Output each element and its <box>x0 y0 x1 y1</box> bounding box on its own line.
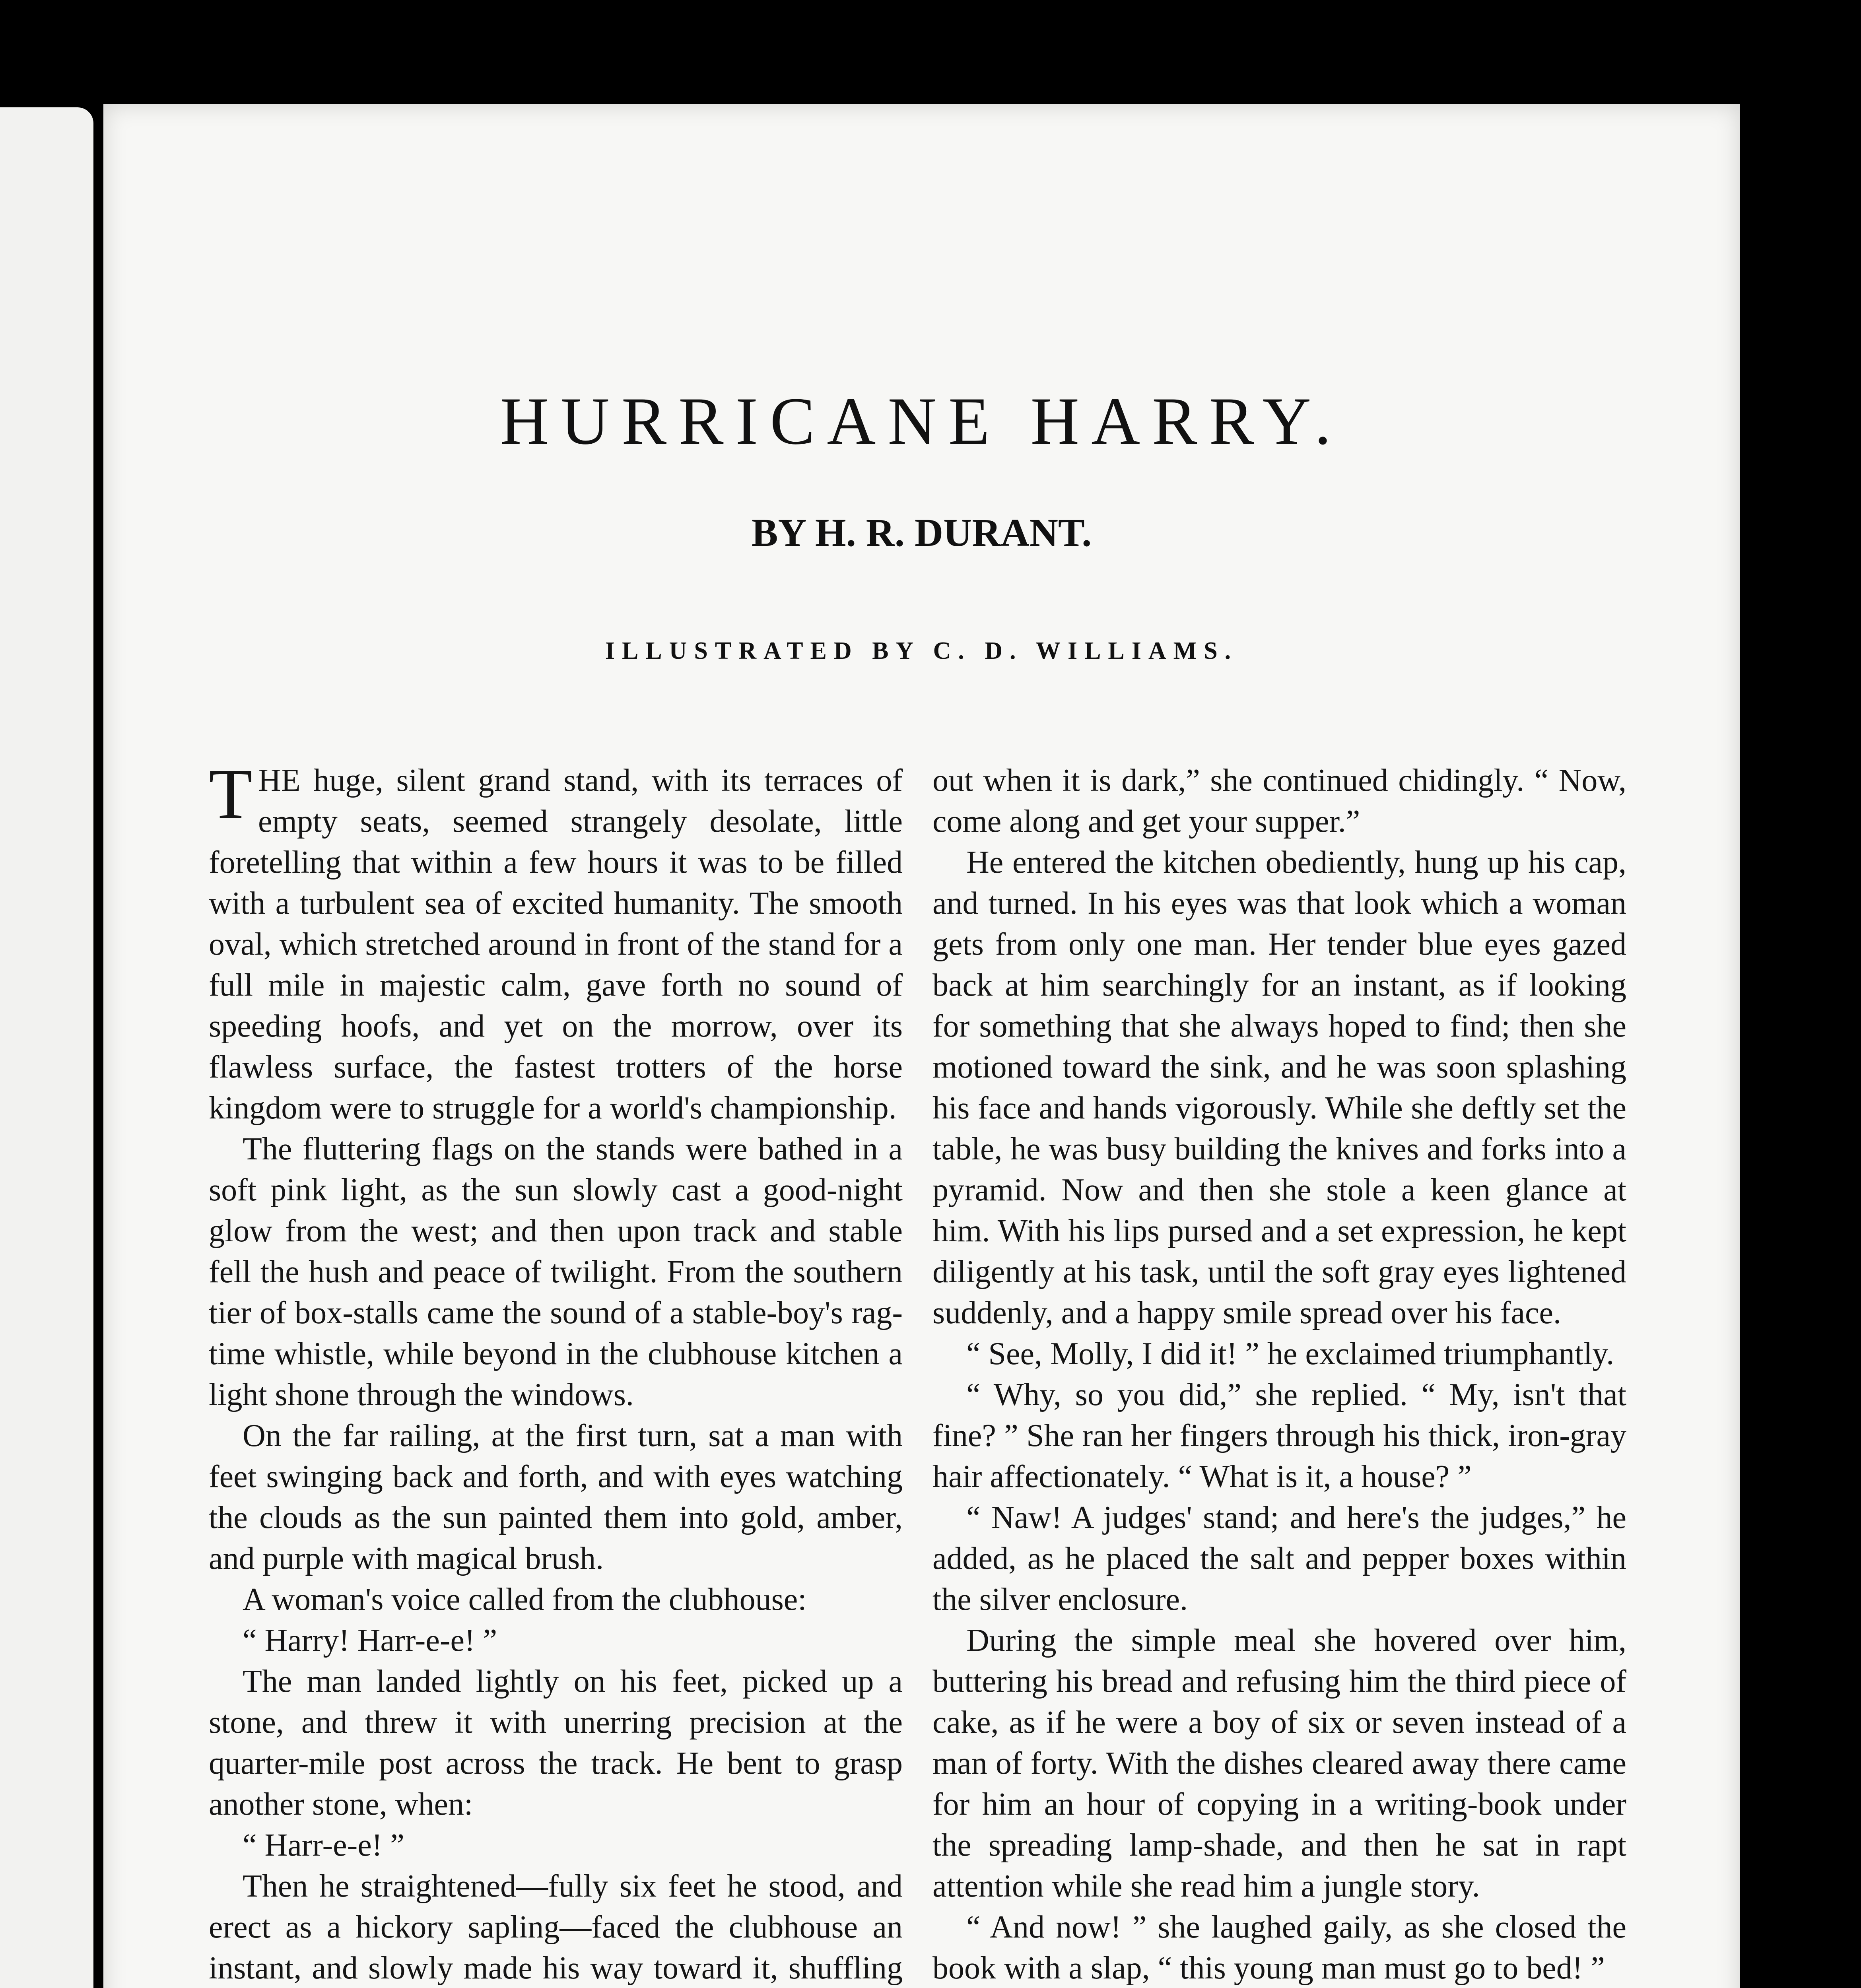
paragraph: The fluttering flags on the stands were bathed in a soft pink light, as the sun slowly cast a good-night glow from the west; and then upon track and stable fell the hush and peace of twilight. From the southern tier of box-stalls came the sound of a stable-boy's rag-time whistle, while beyond in the clubhouse kitchen a light shone through the windows. <box>209 1132 903 1412</box>
paragraph: THE huge, silent grand stand, with its terraces of empty seats, seemed strangely desolate, little foretelling that within a few hours it was to be filled with a turbulent sea of excited humanity. The smooth oval, which stretched around in front of the stand for a full mile in majestic calm, gave forth no sound of speeding hoofs, and yet on the morrow, over its flawless surface, the fastest trotters of the horse kingdom were to struggle for a world's championship. <box>209 754 903 1126</box>
paragraph: “ Harry! Harr-e-e! ” <box>243 1623 497 1658</box>
left-column <box>209 754 903 1988</box>
paragraph: On the far railing, at the first turn, sat a man with feet swinging back and forth, and with eyes watching the clouds as the sun painted them into gold, amber, and purple with magical brush. <box>209 1418 903 1576</box>
paragraph: Then he straightened—fully six feet he stood, and erect as a hickory sapling—faced the clubhouse an instant, and slowly made his way toward it, shuffling <box>209 1869 903 1986</box>
drop-cap: T <box>209 754 253 833</box>
article-title: HURRICANE HARRY. <box>500 384 1343 458</box>
paragraph: “ Naw! A judges' stand; and here's the judges,” he added, as he placed the salt and pepper boxes within the silver enclosure. <box>932 1500 1626 1617</box>
paragraph: “ See, Molly, I did it! ” he exclaimed triumphantly. <box>966 1336 1614 1371</box>
paragraph: “ Why, so you did,” she replied. “ My, isn't that fine? ” She ran her fingers through his thick, iron-gray hair affectionately. “ What is it, a house? ” <box>932 1377 1626 1494</box>
paragraph: He entered the kitchen obediently, hung up his cap, and turned. In his eyes was that look which a woman gets from only one man. Her tender blue eyes gazed back at him searchingly for an instant, as if looking for something that she always hoped to find; then she motioned toward the sink, and he was soon splashing his face and hands vigorously. While she deftly set the table, he was busy building the knives and forks into a pyramid. Now and then she stole a keen glance at him. With his lips pursed and a set expression, he kept diligently at his task, until the soft gray eyes lightened suddenly, and a happy smile spread over his face. <box>932 845 1626 1330</box>
adjacent-page-edge <box>0 107 93 1988</box>
article-byline: BY H. R. DURANT. <box>751 511 1092 555</box>
right-column <box>932 760 1626 1988</box>
magazine-page <box>103 104 1740 1988</box>
paragraph: A woman's voice called from the clubhouse: <box>243 1582 807 1617</box>
paragraph: “ Harr-e-e! ” <box>243 1828 404 1863</box>
illustrator-credit: ILLUSTRATED BY C. D. WILLIAMS. <box>605 637 1238 664</box>
paragraph: “ And now! ” she laughed gaily, as she closed the book with a slap, “ this young man must go to bed! ” <box>932 1910 1626 1986</box>
paragraph: The man landed lightly on his feet, picked up a stone, and threw it with unerring precision at the quarter-mile post across the track. He bent to grasp another stone, when: <box>209 1664 903 1822</box>
paragraph: During the simple meal she hovered over him, buttering his bread and refusing him the third piece of cake, as if he were a boy of six or seven instead of a man of forty. With the dishes cleared away there came for him an hour of copying in a writing-book under the spreading lamp-shade, and then he sat in rapt attention while she read him a jungle story. <box>932 1623 1626 1904</box>
paragraph: out when it is dark,” she continued chidingly. “ Now, come along and get your supper.” <box>932 763 1626 839</box>
